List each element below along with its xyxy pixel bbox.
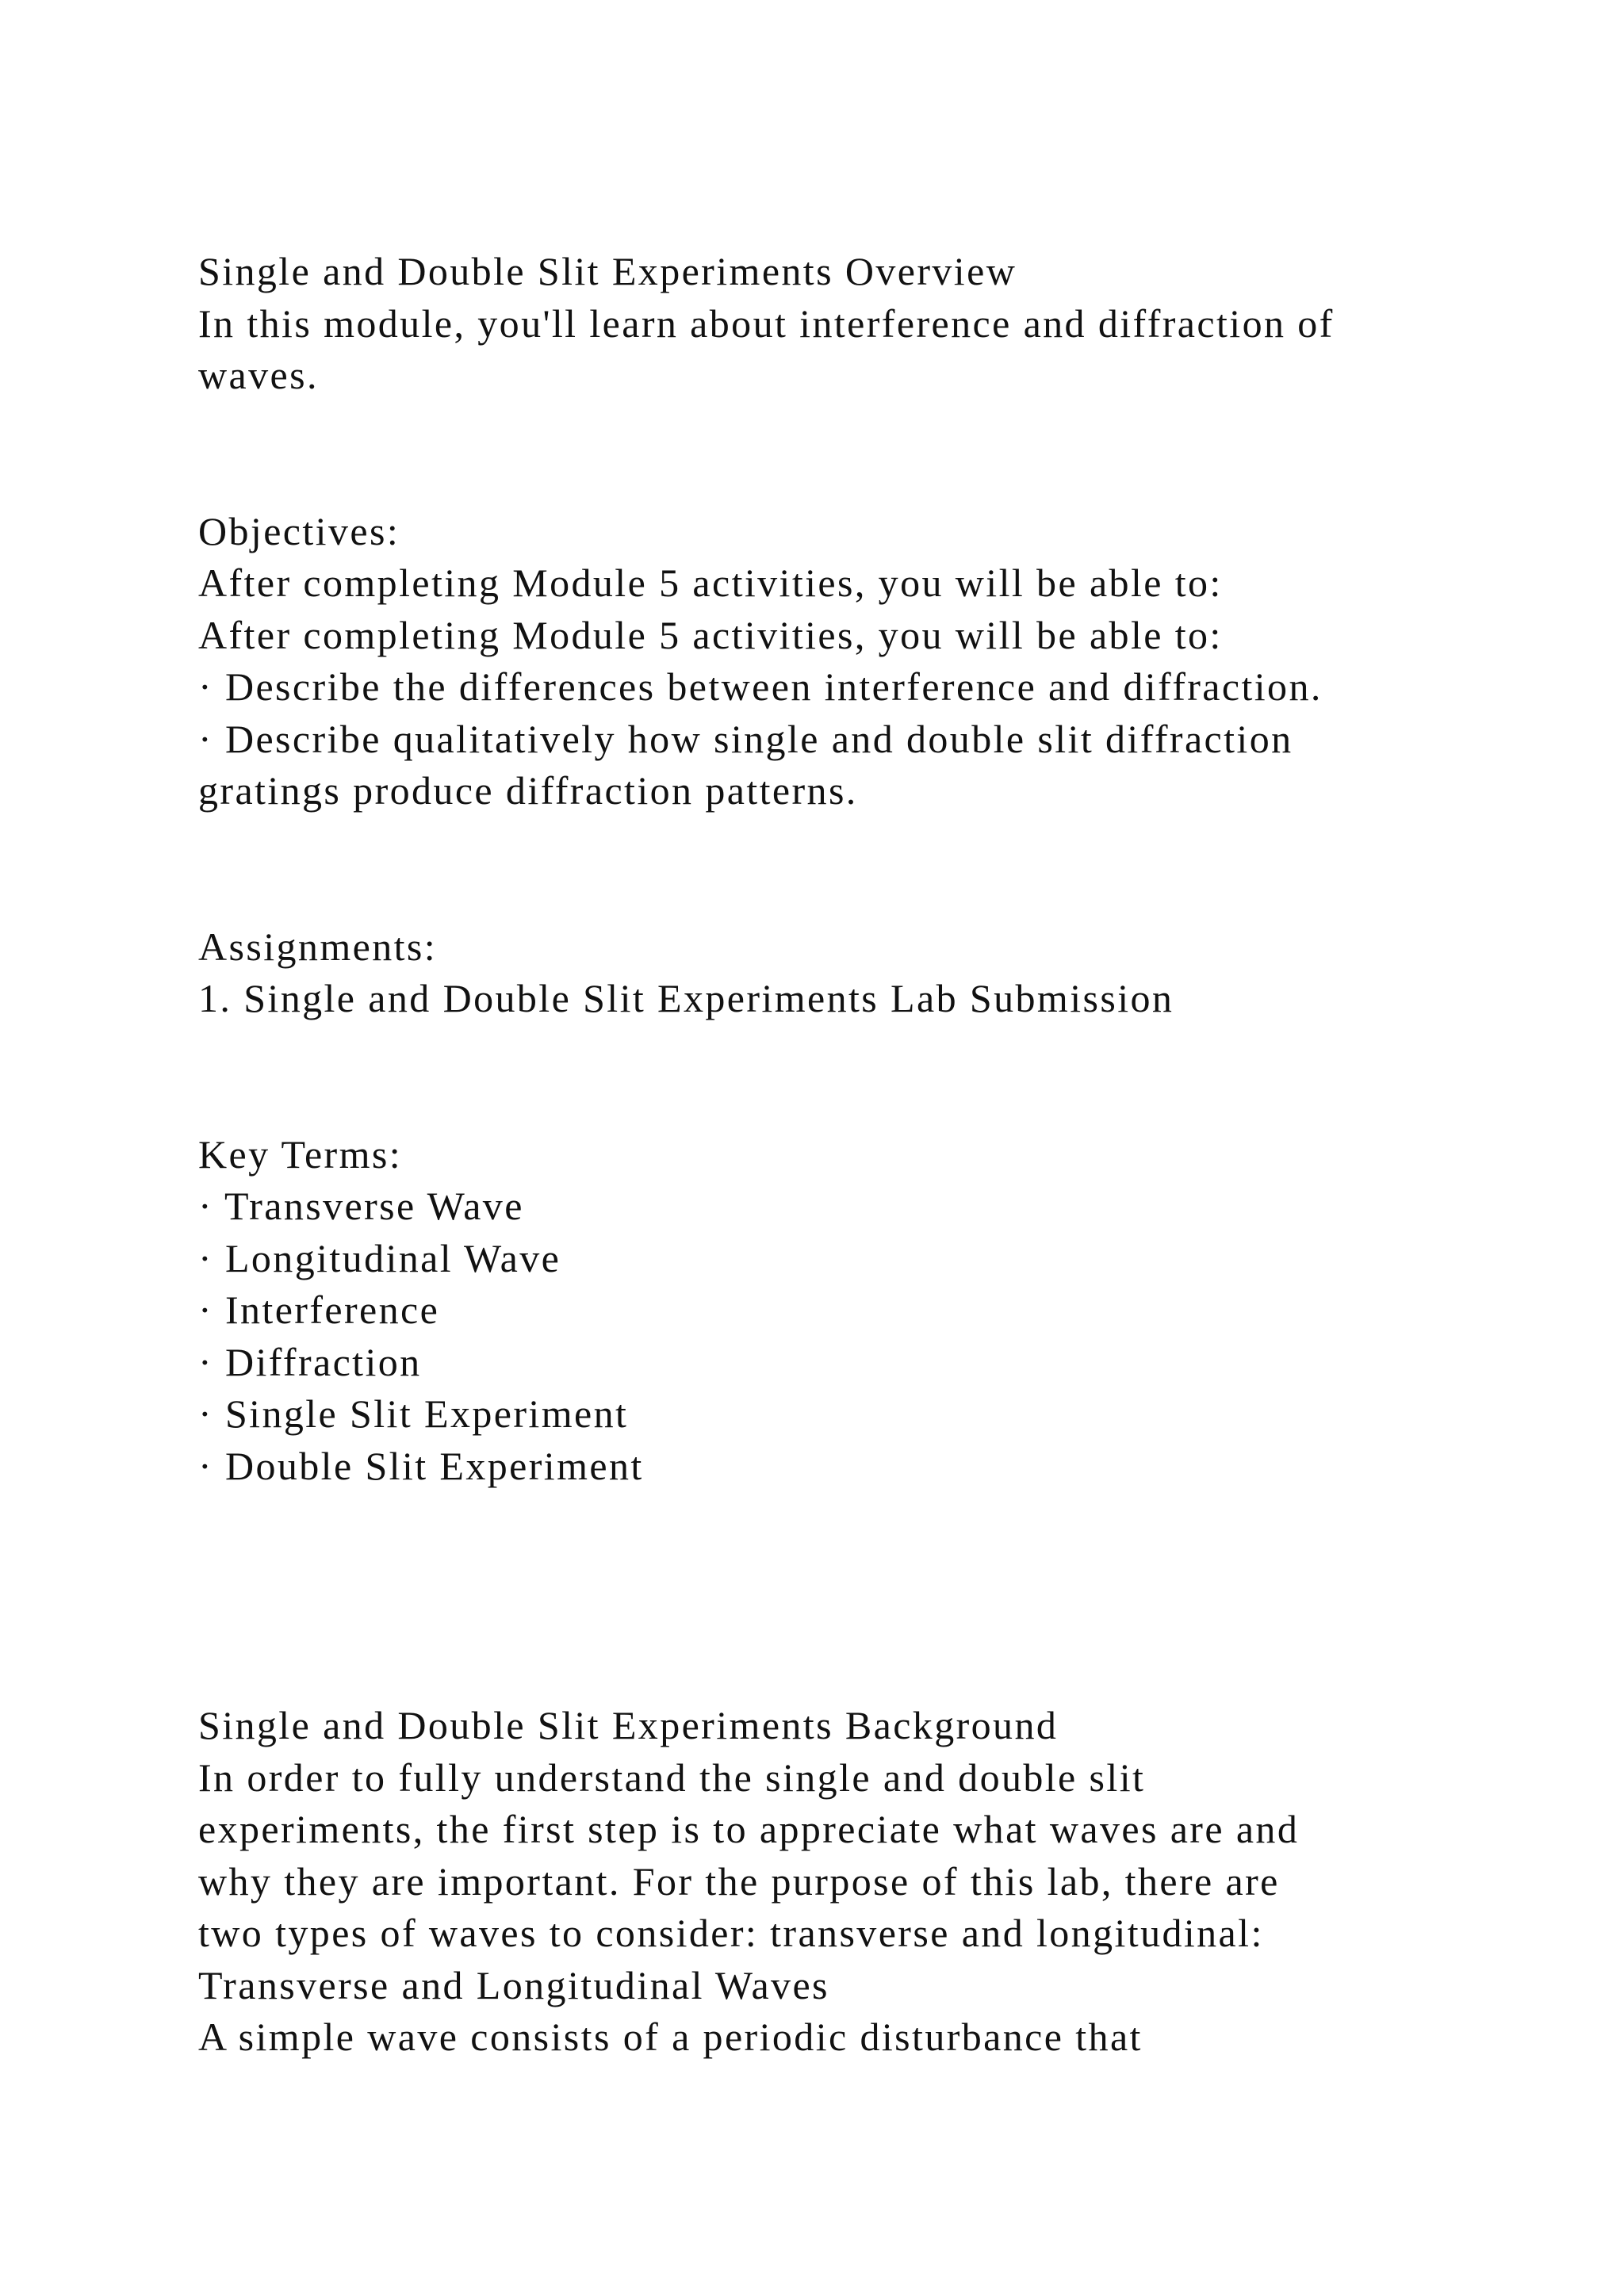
background-paragraph-line: In order to fully understand the single and double slit <box>198 1755 1146 1800</box>
background-subheading: Transverse and Longitudinal Waves <box>198 1962 829 2007</box>
objective-item-continuation: gratings produce diffraction patterns. <box>198 768 858 813</box>
objectives-lead: After completing Module 5 activities, you will be able to: <box>198 561 1223 605</box>
background-paragraph-line: two types of waves to consider: transverse and longitudinal: <box>198 1911 1264 1955</box>
background-trailing-line: A simple wave consists of a periodic disturbance that <box>198 2015 1143 2059</box>
objective-item: · Describe qualitatively how single and double slit diffraction <box>198 716 1293 761</box>
spacer <box>198 453 1483 506</box>
overview-intro-line: waves. <box>198 353 319 397</box>
objectives-lead-repeat: After completing Module 5 activities, you will be able to: <box>198 612 1223 657</box>
overview-intro-line: In this module, you'll learn about interference and diffraction of <box>198 300 1335 346</box>
overview-title: Single and Double Slit Experiments Overview <box>198 249 1017 293</box>
key-term-item: · Single Slit Experiment <box>198 1391 629 1436</box>
key-term-item: · Double Slit Experiment <box>198 1443 644 1488</box>
key-term-item: · Transverse Wave <box>198 1184 524 1228</box>
key-term-item: · Longitudinal Wave <box>198 1235 561 1280</box>
spacer <box>198 1077 1483 1129</box>
spacer <box>198 869 1483 921</box>
assignment-item: 1. Single and Double Slit Experiments Lab Submission <box>198 976 1174 1020</box>
key-terms-heading: Key Terms: <box>198 1131 403 1177</box>
assignments-heading: Assignments: <box>198 924 438 969</box>
key-term-item: · Interference <box>198 1288 440 1332</box>
key-term-item: · Diffraction <box>198 1339 422 1384</box>
spacer <box>198 1492 1483 1544</box>
background-title: Single and Double Slit Experiments Background <box>198 1703 1059 1747</box>
spacer <box>198 1544 1483 1597</box>
objectives-heading: Objectives: <box>198 508 400 553</box>
document-body <box>198 246 1483 2064</box>
spacer <box>198 402 1483 454</box>
objective-item: · Describe the differences between interference and diffraction. <box>198 664 1323 709</box>
background-paragraph-line: why they are important. For the purpose of this lab, there are <box>198 1858 1280 1904</box>
background-paragraph-line: experiments, the first step is to appreciate what waves are and <box>198 1807 1300 1851</box>
spacer <box>198 817 1483 870</box>
spacer <box>198 1596 1483 1648</box>
spacer <box>198 1025 1483 1077</box>
spacer <box>198 1648 1483 1701</box>
